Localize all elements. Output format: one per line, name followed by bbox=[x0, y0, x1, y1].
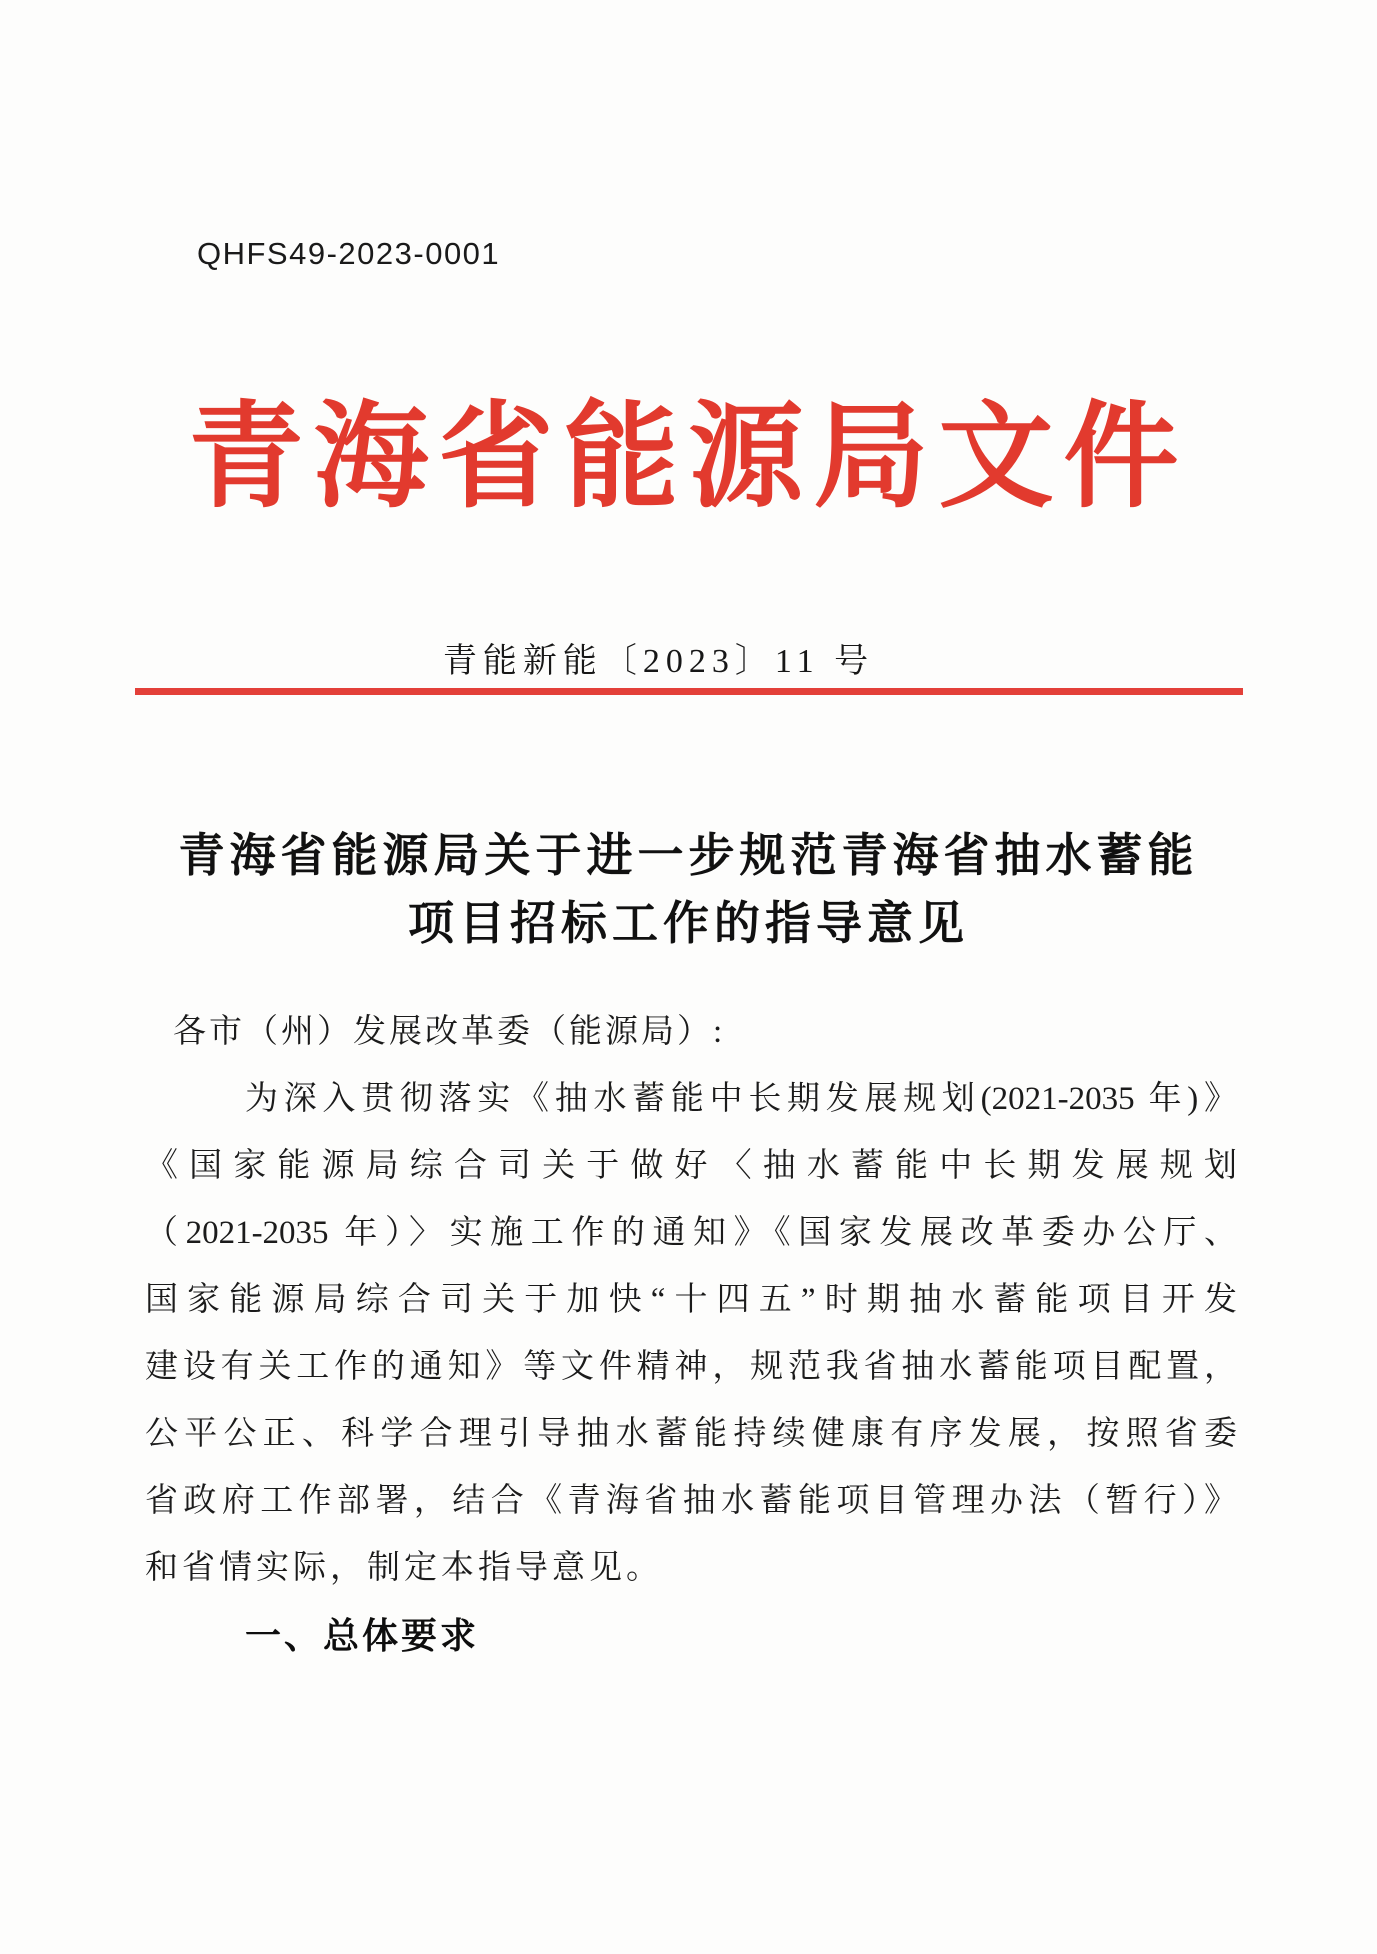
body-line: 公平公正、科学合理引导抽水蓄能持续健康有序发展，按照省委 bbox=[145, 1416, 1237, 1452]
body-line: 国家能源局综合司关于加快“十四五”时期抽水蓄能项目开发 bbox=[145, 1282, 1237, 1318]
red-divider-rule bbox=[135, 688, 1243, 695]
body-line: （2021-2035 年）〉实施工作的通知》《国家发展改革委办公厅、 bbox=[145, 1215, 1237, 1251]
reference-number: 青能新能〔2023〕11 号 bbox=[442, 643, 875, 680]
document-body bbox=[145, 999, 1237, 1669]
document-title bbox=[80, 822, 1297, 958]
body-line: 《国家能源局综合司关于做好〈抽水蓄能中长期发展规划 bbox=[145, 1148, 1237, 1184]
document-title-line-2: 项目招标工作的指导意见 bbox=[408, 898, 969, 949]
agency-banner-title: 青海省能源局文件 bbox=[188, 394, 1189, 521]
salutation-line: 各市（州）发展改革委（能源局）: bbox=[173, 1014, 726, 1050]
body-line: 为深入贯彻落实《抽水蓄能中长期发展规划(2021-2035 年)》 bbox=[245, 1081, 1237, 1117]
document-code: QHFS49-2023-0001 bbox=[197, 236, 501, 271]
section-heading: 一、总体要求 bbox=[245, 1615, 480, 1656]
body-line: 建设有关工作的通知》等文件精神，规范我省抽水蓄能项目配置， bbox=[145, 1349, 1237, 1385]
body-line: 和省情实际，制定本指导意见。 bbox=[145, 1550, 663, 1586]
document-title-line-1: 青海省能源局关于进一步规范青海省抽水蓄能 bbox=[178, 830, 1199, 881]
body-line: 省政府工作部署，结合《青海省抽水蓄能项目管理办法（暂行）》 bbox=[145, 1483, 1237, 1519]
